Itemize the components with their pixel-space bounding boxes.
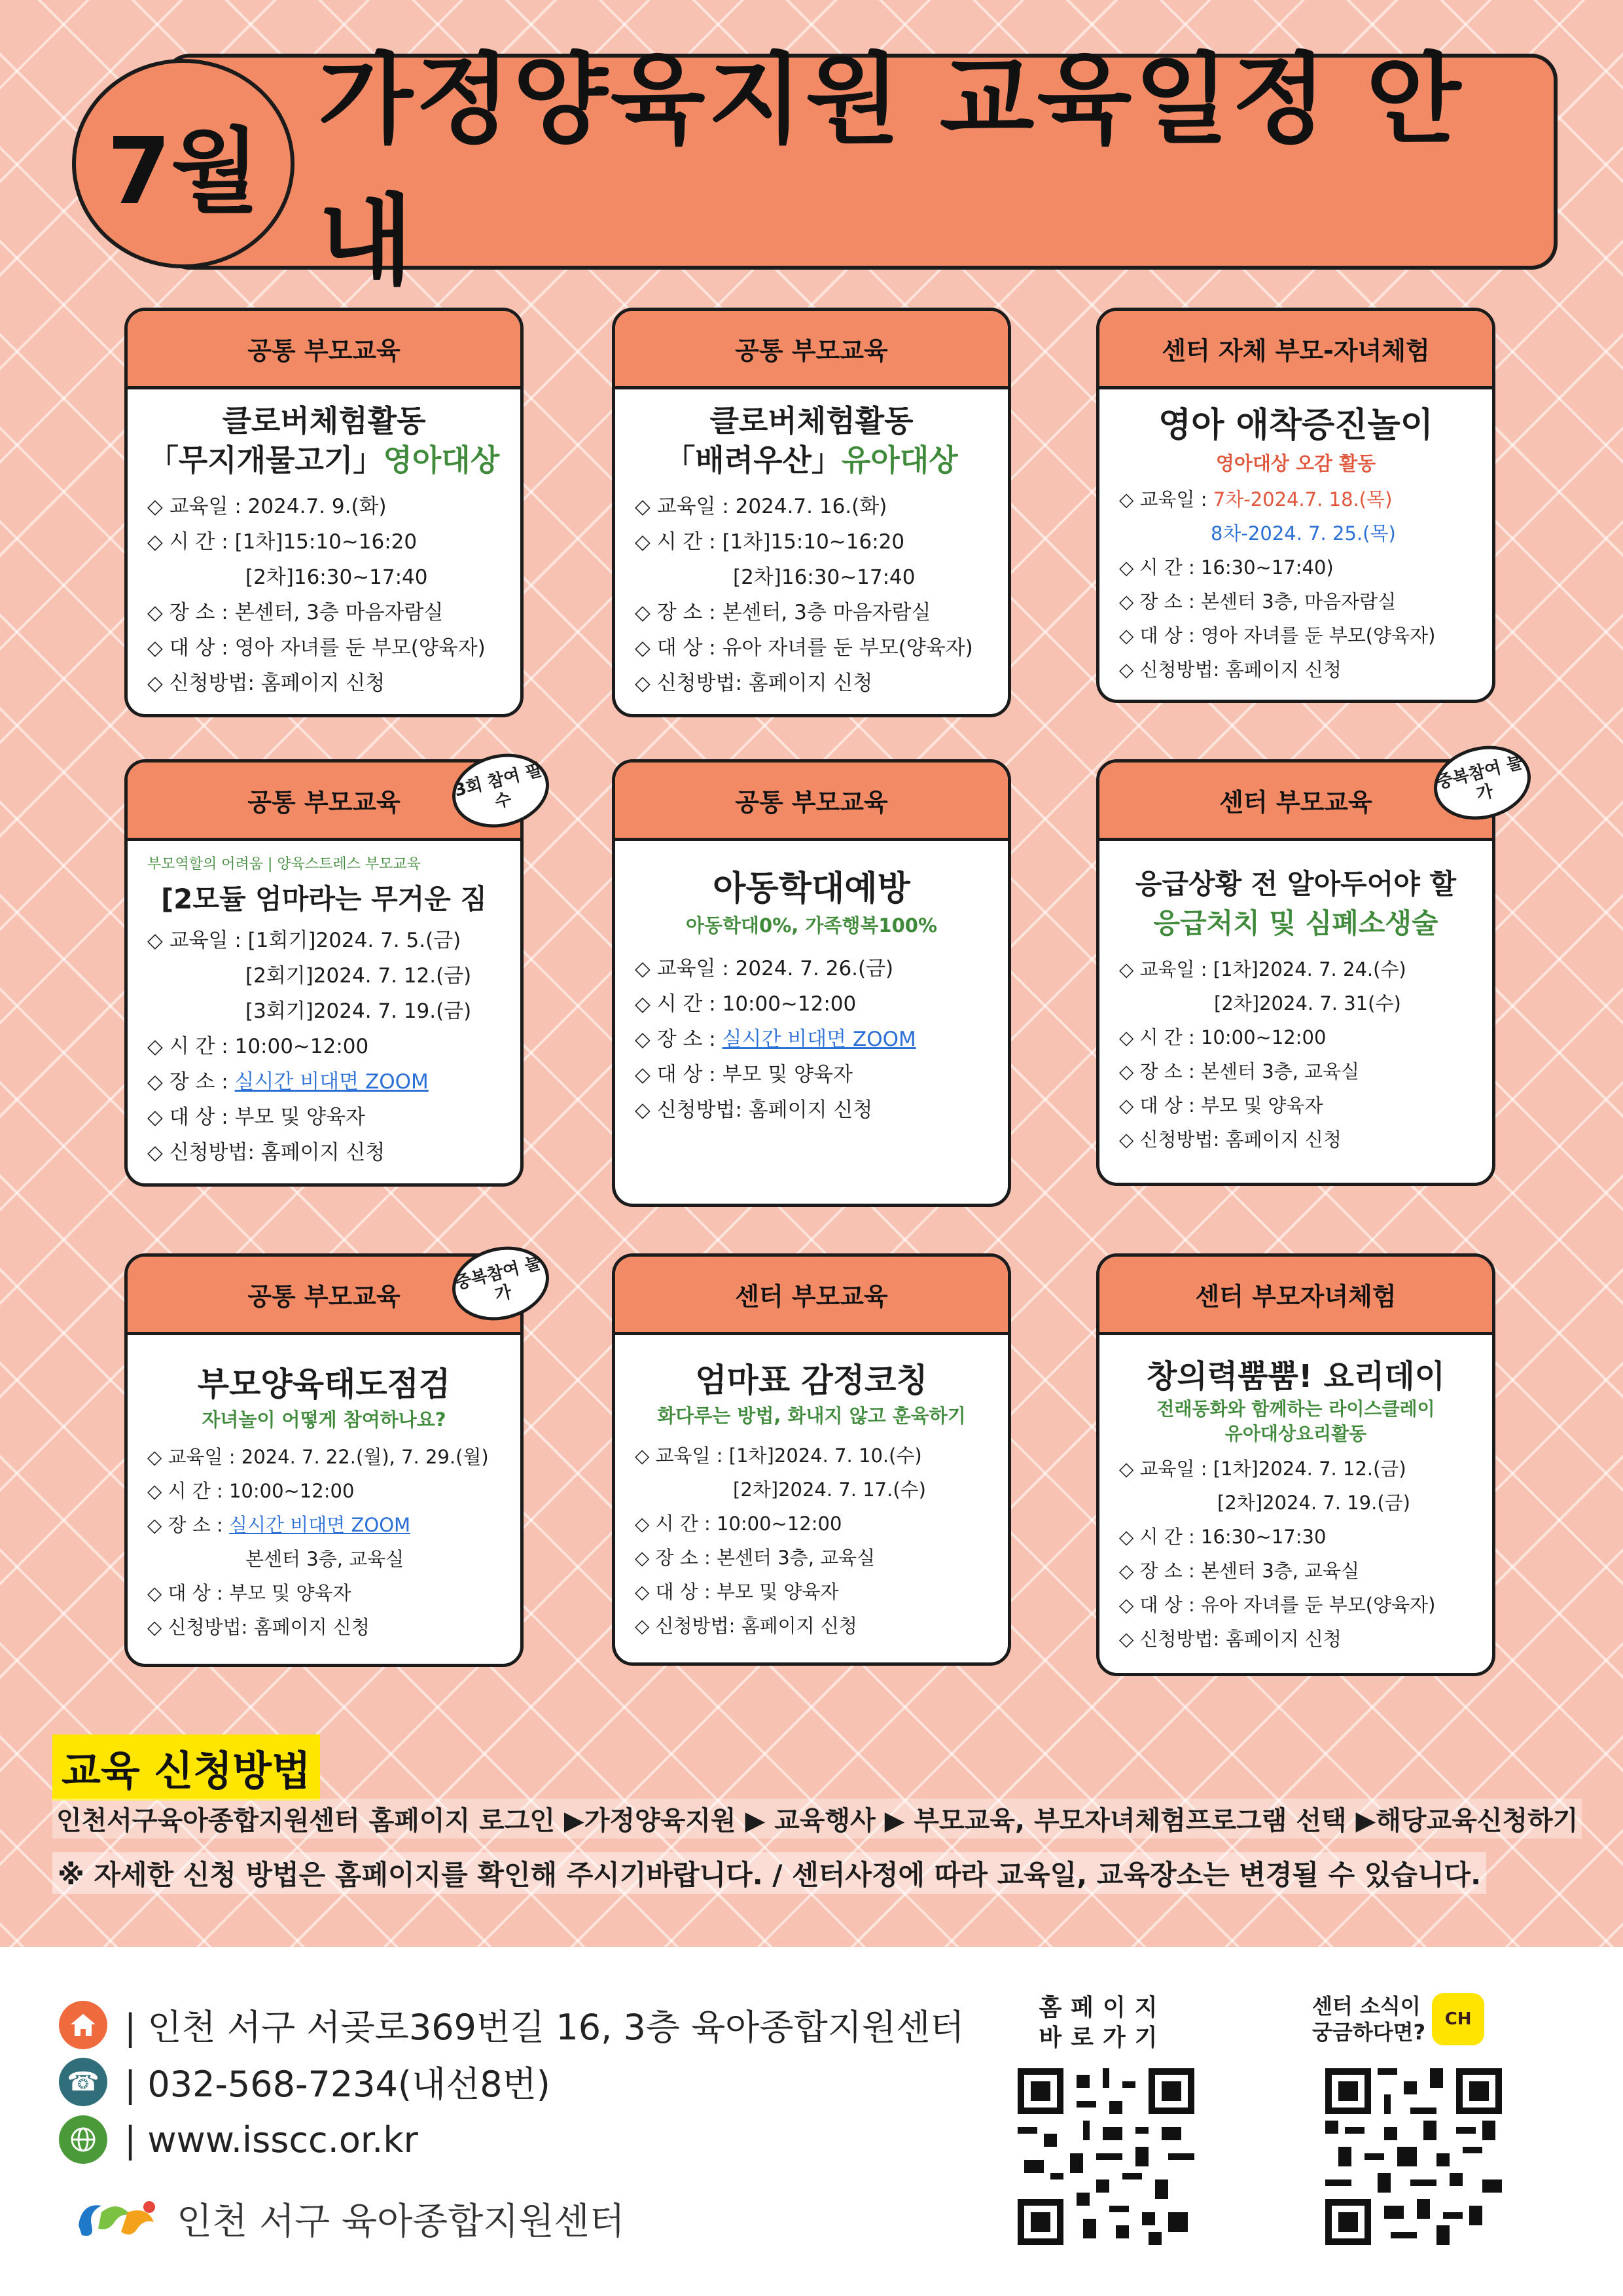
- card-subtitle: 자녀놀이 어떻게 참여하나요?: [202, 1408, 446, 1431]
- detail-time: ◇ 시 간 : 10:00~12:00: [147, 1480, 355, 1502]
- no-duplicate-badge: 중복참여 불가: [444, 1236, 557, 1330]
- detail-time: ◇ 시 간 : 10:00~12:00: [1119, 1026, 1327, 1049]
- detail-date: ◇ 교육일 : [1차]2024. 7. 10.(수): [635, 1444, 922, 1467]
- card-clover-rainbowfish: [124, 308, 524, 717]
- phone-text: | 032-568-7234(내선8번): [124, 2064, 550, 2105]
- detail-apply: ◇ 신청방법: 홈페이지 신청: [147, 672, 385, 695]
- detail-time: ◇ 시 간 : [1차]15:10~16:20: [147, 530, 418, 554]
- detail-date-2: 8차-2024. 7. 25.(목): [1211, 522, 1396, 545]
- detail-date: ◇ 교육일 : 7차-2024.7. 18.(목): [1119, 488, 1393, 511]
- qr-kakao-code[interactable]: [1325, 2068, 1502, 2245]
- detail-date: ◇ 교육일 : 2024.7. 9.(화): [147, 495, 387, 518]
- detail-time: ◇ 시 간 : 16:30~17:30: [1119, 1526, 1327, 1548]
- phone-icon: ☎: [59, 2058, 107, 2106]
- detail-target: ◇ 대 상 : 부모 및 양육자: [635, 1063, 853, 1086]
- apply-path: 인천서구육아종합지원센터 홈페이지 로그인 ▶가정양육지원 ▶ 교육행사 ▶ 부모교육, 부모자녀체험프로그램 선택 ▶해당교육신청하기: [52, 1799, 1582, 1839]
- detail-target: ◇ 대 상 : 유아 자녀를 둔 부모(양육자): [635, 636, 973, 660]
- detail-apply: ◇ 신청방법: 홈페이지 신청: [147, 1616, 370, 1638]
- detail-apply: ◇ 신청방법: 홈페이지 신청: [1119, 658, 1342, 681]
- card-title: 부모양육태도점검: [197, 1365, 451, 1403]
- org-name: 인천 서구 육아종합지원센터: [177, 2200, 625, 2243]
- detail-date-2: [2차]2024. 7. 31(수): [1214, 992, 1401, 1014]
- detail-date-2: [2차]2024. 7. 17.(수): [733, 1479, 926, 1501]
- zoom-link[interactable]: 실시간 비대면 ZOOM: [234, 1070, 429, 1094]
- detail-time: ◇ 시 간 : 10:00~12:00: [635, 992, 857, 1016]
- card-title: 엄마표 감정코칭: [695, 1361, 928, 1399]
- kakao-channel-icon: CH: [1432, 1993, 1484, 2045]
- detail-place: ◇ 장 소 : 본센터 3층, 마음자람실: [1119, 590, 1397, 613]
- detail-date: ◇ 교육일 : 2024. 7. 26.(금): [635, 957, 894, 980]
- detail-apply: ◇ 신청방법: 홈페이지 신청: [147, 1141, 385, 1164]
- detail-date: ◇ 교육일 : 2024.7. 16.(화): [635, 495, 887, 518]
- card-title: 클로버체험활동 「무지개물고기」영아대상: [148, 403, 500, 478]
- title-banner: [164, 43, 1558, 298]
- card-subtitle: 아동학대0%, 가족행복100%: [685, 914, 938, 937]
- detail-target: ◇ 대 상 : 부모 및 양육자: [1119, 1094, 1323, 1117]
- card-category: 센터 부모교육: [615, 1257, 1008, 1335]
- card-subtitle-2: 유아대상요리활동: [1224, 1423, 1367, 1444]
- detail-date: ◇ 교육일 : [1회기]2024. 7. 5.(금): [147, 929, 461, 952]
- detail-target: ◇ 대 상 : 부모 및 양육자: [147, 1105, 365, 1129]
- address-text: | 인천 서구 서곶로369번길 16, 3층 육아종합지원센터: [124, 2007, 965, 2048]
- qr-homepage-code[interactable]: [1018, 2068, 1194, 2245]
- card-title: 영아 애착증진놀이: [1158, 406, 1433, 445]
- card-subtitle: 영아대상 오감 활동: [1215, 452, 1376, 475]
- detail-apply: ◇ 신청방법: 홈페이지 신청: [1119, 1628, 1342, 1650]
- detail-time: ◇ 시 간 : 16:30~17:40): [1119, 556, 1334, 579]
- card-first-aid-cpr: [1096, 752, 1525, 1186]
- detail-place: ◇ 장 소 : 본센터 3층, 교육실: [1119, 1560, 1360, 1582]
- detail-place: ◇ 장 소 : 실시간 비대면 ZOOM: [635, 1028, 916, 1051]
- card-emotion-coaching: [612, 1253, 1011, 1666]
- card-category: 센터 부모자녀체험: [1099, 1257, 1492, 1335]
- website-link[interactable]: | www.isscc.or.kr: [124, 2119, 418, 2161]
- card-category: 공통 부모교육: [128, 311, 520, 389]
- detail-date-2: [2회기]2024. 7. 12.(금): [245, 964, 472, 988]
- detail-place: ◇ 장 소 : 본센터 3층, 교육실: [635, 1547, 876, 1569]
- footer-phone: [59, 2056, 550, 2107]
- home-icon: [59, 2001, 107, 2049]
- detail-place: ◇ 장 소 : 본센터 3층, 교육실: [1119, 1060, 1360, 1083]
- detail-date: ◇ 교육일 : 2024. 7. 22.(월), 7. 29.(월): [147, 1446, 489, 1468]
- card-clover-umbrella: [612, 308, 1011, 717]
- detail-place: ◇ 장 소 : 실시간 비대면 ZOOM: [147, 1514, 411, 1536]
- card-category: 공통 부모교육: [128, 762, 520, 841]
- detail-target: ◇ 대 상 : 유아 자녀를 둔 부모(양육자): [1119, 1594, 1436, 1616]
- card-mother-burden: [124, 759, 544, 1187]
- card-category: 공통 부모교육: [615, 762, 1008, 841]
- detail-time: ◇ 시 간 : 10:00~12:00: [147, 1035, 369, 1058]
- card-subtitle: 전래동화와 함께하는 라이스클레이: [1156, 1398, 1435, 1420]
- detail-time: ◇ 시 간 : [1차]15:10~16:20: [635, 530, 905, 554]
- card-cooking-day: [1096, 1253, 1495, 1676]
- detail-apply: ◇ 신청방법: 홈페이지 신청: [635, 1615, 857, 1637]
- detail-place-2: 본센터 3층, 교육실: [245, 1548, 404, 1570]
- detail-target: ◇ 대 상 : 부모 및 양육자: [147, 1582, 351, 1604]
- footer-web: [59, 2115, 418, 2164]
- footer-address: [59, 2000, 964, 2050]
- detail-target: ◇ 대 상 : 영아 자녀를 둔 부모(양육자): [147, 636, 486, 660]
- detail-date: ◇ 교육일 : [1차]2024. 7. 12.(금): [1119, 1458, 1406, 1480]
- zoom-link[interactable]: 실시간 비대면 ZOOM: [228, 1514, 411, 1536]
- qr-homepage-label: 홈페이지 바로가기: [1039, 1994, 1167, 2051]
- detail-place: ◇ 장 소 : 본센터, 3층 마음자람실: [635, 601, 931, 624]
- detail-place: ◇ 장 소 : 본센터, 3층 마음자람실: [147, 601, 444, 624]
- page-title: 가정양육지원 교육일정 안내: [318, 43, 1464, 298]
- zoom-link[interactable]: 실시간 비대면 ZOOM: [722, 1028, 916, 1051]
- detail-time: ◇ 시 간 : 10:00~12:00: [635, 1513, 842, 1535]
- logo-mark-icon: [72, 2193, 164, 2245]
- card-category: 공통 부모교육: [615, 311, 1008, 389]
- detail-target: ◇ 대 상 : 부모 및 양육자: [635, 1581, 839, 1603]
- card-title: 클로버체험활동 「배려우산」유아대상: [665, 403, 958, 478]
- card-tag: 부모역할의 어려움 | 양육스트레스 부모교육: [147, 856, 421, 872]
- detail-time-2: [2차]16:30~17:40: [733, 565, 916, 589]
- card-title: 창의력뿜뿜! 요리데이: [1147, 1358, 1445, 1395]
- detail-date: ◇ 교육일 : [1차]2024. 7. 24.(수): [1119, 958, 1406, 980]
- org-logo: [72, 2193, 625, 2245]
- card-child-abuse-prevention: [612, 759, 1011, 1207]
- detail-place: ◇ 장 소 : 실시간 비대면 ZOOM: [147, 1070, 429, 1094]
- card-category: 공통 부모교육: [128, 1257, 520, 1335]
- card-infant-attachment: [1096, 308, 1495, 703]
- detail-time-2: [2차]16:30~17:40: [245, 565, 428, 589]
- card-title: 아동학대예방: [713, 869, 910, 908]
- card-subtitle: 화다루는 방법, 화내지 않고 훈육하기: [657, 1405, 966, 1427]
- detail-target: ◇ 대 상 : 영아 자녀를 둔 부모(양육자): [1119, 624, 1436, 647]
- detail-date-2: [2차]2024. 7. 19.(금): [1217, 1492, 1410, 1514]
- detail-apply: ◇ 신청방법: 홈페이지 신청: [1119, 1128, 1342, 1151]
- card-title: 응급상황 전 알아두어야 할 응급처치 및 심폐소생술: [1135, 868, 1457, 939]
- card-category: 센터 부모교육: [1099, 762, 1492, 841]
- no-duplicate-badge: 중복참여 불가: [1426, 736, 1539, 829]
- apply-heading: 교육 신청방법: [52, 1734, 320, 1801]
- detail-apply: ◇ 신청방법: 홈페이지 신청: [635, 1098, 873, 1122]
- card-title: [2모듈 엄마라는 무거운 짐: [160, 883, 487, 915]
- required-badge: 3회 참여 필수: [444, 744, 557, 837]
- globe-icon: [59, 2115, 107, 2164]
- detail-date-3: [3회기]2024. 7. 19.(금): [245, 999, 472, 1023]
- month-badge: 7월: [72, 59, 294, 268]
- card-category: 센터 자체 부모-자녀체험: [1099, 311, 1492, 389]
- card-parenting-attitude: [124, 1253, 544, 1667]
- apply-note: ※ 자세한 신청 방법은 홈페이지를 확인해 주시기바랍니다. / 센터사정에 따라 교육일, 교육장소는 변경될 수 있습니다.: [52, 1852, 1486, 1894]
- detail-apply: ◇ 신청방법: 홈페이지 신청: [635, 672, 873, 695]
- qr-kakao-label: 센터 소식이 궁금하다면? CH: [1312, 1993, 1508, 2045]
